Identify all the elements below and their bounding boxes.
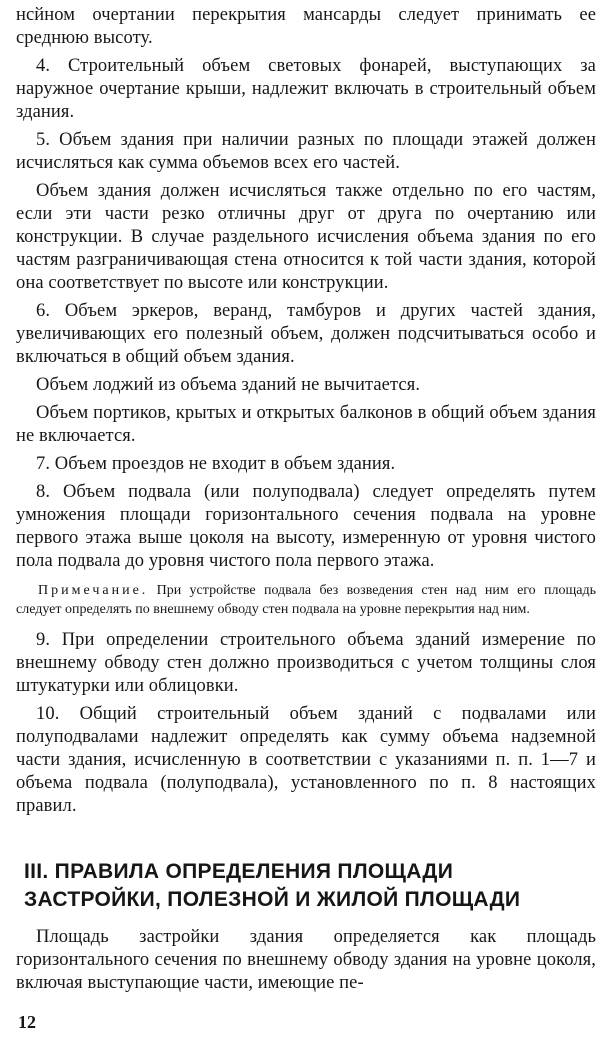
paragraph-item-9: 9. При определении строительного объема зданий измерение по внешнему обводу стен должно производиться с учетом толщины слоя штукатурки или облицовки.: [16, 630, 596, 696]
note: [16, 581, 596, 619]
paragraph-item-8: 8. Объем подвала (или полуподвала) следует определять путем умножения площади горизонтального сечения подвала на уровне первого этажа выше цоколя на высоту, измеренную от уровня чистого пола подвала до уровня чистого пола первого этажа.: [16, 482, 596, 571]
note-label: Примечание.: [38, 583, 149, 598]
section-title: [16, 858, 596, 914]
section-title-line-1: III. ПРАВИЛА ОПРЕДЕЛЕНИЯ ПЛОЩАДИ: [24, 860, 454, 883]
paragraph-item-5: 5. Объем здания при наличии разных по площади этажей должен исчисляться как сумма объемов всех его частей.: [16, 130, 596, 173]
paragraph-item-10: 10. Общий строительный объем зданий с подвалами или полуподвалами надлежит определять как сумму объема надземной части здания, исчисленную в соответствии с указаниями п. п. 1—7 и объема подвала (полуподвала), установленного по п. 8 настоящих правил.: [16, 704, 596, 816]
section-paragraph: Площадь застройки здания определяется как площадь горизонтального сечения по внешнему обводу здания на уровне цоколя, включая выступающие части, имеющие пе-: [16, 927, 596, 993]
paragraph-porticos: Объем портиков, крытых и открытых балконов в общий объем здания не включается.: [16, 403, 596, 446]
paragraph-item-4: 4. Строительный объем световых фонарей, выступающих за наружное очертание крыши, надлежит включать в строительный объем здания.: [16, 56, 596, 122]
paragraph-continuation: нсйном очертании перекрытия мансарды следует принимать ее среднюю высоту.: [16, 5, 596, 48]
paragraph-loggias: Объем лоджий из объема зданий не вычитается.: [36, 375, 421, 395]
section-iii: [16, 858, 596, 1000]
paragraph-volume-parts: Объем здания должен исчисляться также отдельно по его частям, если эти части резко отличны друг от друга по очертанию или конструкции. В случае раздельного исчисления объема здания по его частям разграничивающая стена относится к той части здания, которой она соответствует по высоте или конструкции.: [16, 181, 596, 293]
page-number: 12: [18, 1012, 36, 1032]
paragraph-item-7: 7. Объем проездов не входит в объем здания.: [36, 454, 396, 474]
body-text: [16, 4, 596, 823]
section-title-line-2: ЗАСТРОЙКИ, ПОЛЕЗНОЙ И ЖИЛОЙ ПЛОЩАДИ: [24, 888, 521, 911]
note-text: При устройстве подвала без возведения стен над ним его площадь следует определять по внешнему обводу стен подвала на уровне перекрытия над ним.: [16, 583, 596, 617]
paragraph-item-6: 6. Объем эркеров, веранд, тамбуров и других частей здания, увеличивающих его полезный объем, должен подсчитываться особо и включаться в общий объем здания.: [16, 301, 596, 367]
